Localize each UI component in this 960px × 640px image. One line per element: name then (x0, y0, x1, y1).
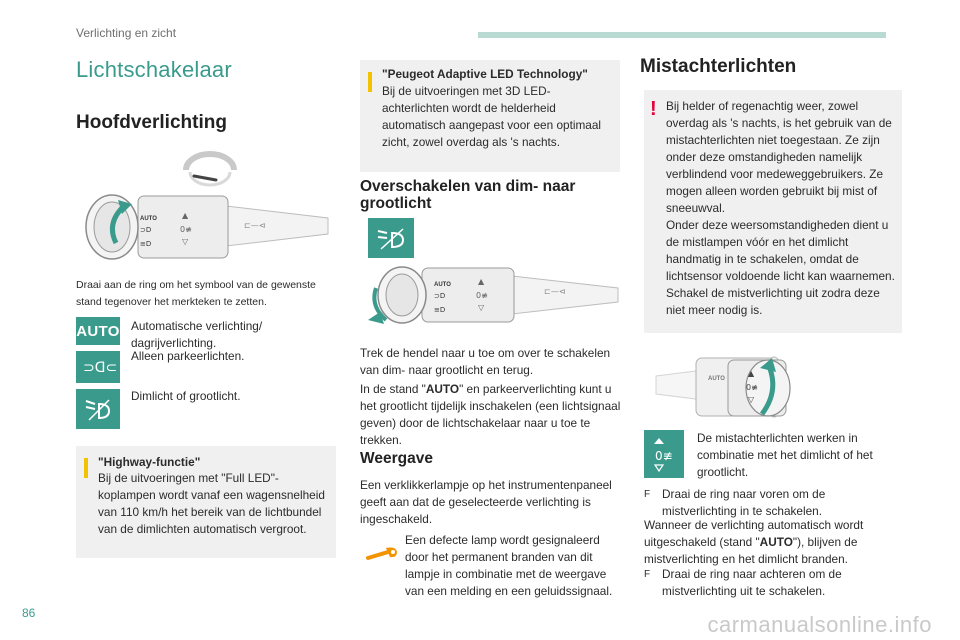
info-accent-bar (368, 72, 372, 92)
svg-text:0≢: 0≢ (746, 383, 758, 392)
dipped-main-beam-description: Dimlicht of grootlicht. (131, 389, 241, 403)
page-title: Lichtschakelaar (76, 57, 232, 82)
instruction-text: Draai aan de ring om het symbool van de gewenste stand tegenover het merkteken te zetten. (76, 279, 316, 308)
page-number: 86 (22, 606, 36, 620)
heading-hoofdverlichting: Hoofdverlichting (76, 112, 227, 133)
svg-text:≡D: ≡D (140, 240, 152, 248)
main-beam-icon (368, 218, 414, 258)
defect-lamp-text: Een defecte lamp wordt gesignaleerd door het permanent branden van dit lampje in combinatie met de weergave van een melding en een geluidssignaal. (405, 533, 613, 598)
stalk-auto-label: AUTO (434, 282, 451, 288)
stalk-auto-label: AUTO (140, 216, 157, 222)
parking-lights-icon (76, 351, 120, 383)
highway-info-box (76, 446, 336, 558)
svg-text:≡D: ≡D (434, 306, 446, 314)
fog-icon-description: De mistachterlichten werken in combinatie met het dimlicht of het grootlicht. (697, 431, 873, 479)
light-stalk-illustration (76, 188, 332, 266)
fog-warning-box (644, 90, 902, 333)
header-bar (478, 32, 886, 38)
stalk-auto-label: AUTO (708, 376, 725, 382)
warning-icon: ! (650, 98, 657, 120)
highway-title: "Highway-functie" (98, 455, 201, 469)
dipped-main-beam-icon (76, 389, 120, 429)
heading-mistachterlichten: Mistachterlichten (640, 56, 797, 77)
svg-text:▽: ▽ (478, 303, 485, 312)
svg-text:▲: ▲ (478, 277, 485, 286)
svg-text:⊃D: ⊃D (434, 292, 446, 300)
svg-text:⊃D: ⊃D (140, 226, 152, 234)
parking-lights-description: Alleen parkeerlichten. (131, 349, 245, 363)
svg-text:▽: ▽ (748, 395, 755, 404)
svg-text:▲: ▲ (182, 211, 189, 220)
fog-on-instruction: Draai de ring naar voren om de mistverlichting in te schakelen. (662, 487, 826, 518)
svg-text:⊏—⊲: ⊏—⊲ (244, 221, 266, 230)
heading-overschakelen: Overschakelen van dim- naar grootlicht (360, 178, 576, 212)
fog-off-instruction: Draai de ring naar achteren om de mistverlichting uit te schakelen. (662, 567, 842, 598)
svg-text:0≢: 0≢ (655, 449, 673, 463)
adaptive-led-info-box (360, 60, 620, 172)
svg-text:▽: ▽ (182, 237, 189, 246)
steering-wheel-icon (180, 150, 240, 190)
watermark: carmanualsonline.info (707, 612, 932, 637)
highway-text: Bij de uitvoeringen met "Full LED"-koplampen wordt vanaf een wagensnelheid van 110 km/h het bereik van de lichtbundel van de dimlichten automatisch vergroot. (98, 471, 325, 536)
weergave-text: Een verklikkerlampje op het instrumentenpaneel geeft aan dat de geselecteerde verlichting is ingeschakeld. (360, 478, 612, 526)
rear-fog-icon (644, 430, 684, 478)
svg-text:▲: ▲ (748, 369, 755, 378)
svg-text:⊏—⊲: ⊏—⊲ (544, 287, 566, 296)
fog-warning-text: Bij helder of regenachtig weer, zowel overdag als 's nachts, is het gebruik van de mistachterlichten niet toegestaan. Ze zijn onder deze omstandigheden namelijk verblindend voor medeweggebruikers. Ze mogen alleen worden gebruikt bij mist of sneeuwval. Onder deze weersomstandigheden dient u de mistlampen vóór en het dimlicht handmatig in te schakelen, omdat de lichtsensor voldoende licht kan waarnemen. Schakel de mistverlichting uit zodra deze niet meer nodig is. (666, 99, 895, 317)
pull-stalk-text: Trek de hendel naar u toe om over te schakelen van dim- naar grootlicht en terug. (360, 346, 611, 377)
auto-flash-text: In de stand "AUTO" en parkeerverlichting kunt u het grootlicht tijdelijk inschakelen (een lichtsignaal geven) door de lichtschakelaar naar u toe te trekken. (360, 382, 621, 447)
svg-text:⊃ᗡ⊂: ⊃ᗡ⊂ (83, 360, 118, 376)
bullet-marker-1: F (644, 489, 651, 500)
bullet-marker-2: F (644, 569, 651, 580)
auto-off-text: Wanneer de verlichting automatisch wordt uitgeschakeld (stand "AUTO"), blijven de mistverlichting en het dimlicht branden. (644, 518, 864, 566)
wrench-icon (366, 544, 400, 564)
stalk-pull-illustration (362, 262, 620, 332)
svg-text:0≢: 0≢ (180, 225, 192, 234)
auto-description: Automatische verlichting/ dagrijverlichting. (131, 319, 263, 350)
fog-stalk-illustration (656, 350, 894, 426)
heading-weergave: Weergave (360, 450, 433, 467)
svg-text:0≢: 0≢ (476, 291, 488, 300)
section-label: Verlichting en zicht (76, 26, 177, 40)
adaptive-led-title: "Peugeot Adaptive LED Technology" (382, 67, 588, 81)
info-accent-bar (84, 458, 88, 478)
adaptive-led-text: Bij de uitvoeringen met 3D LED-achterlichten wordt de helderheid automatisch aangepast voor een optimaal zicht, zowel overdag als 's nachts. (382, 84, 602, 149)
auto-icon: AUTO (76, 317, 120, 345)
